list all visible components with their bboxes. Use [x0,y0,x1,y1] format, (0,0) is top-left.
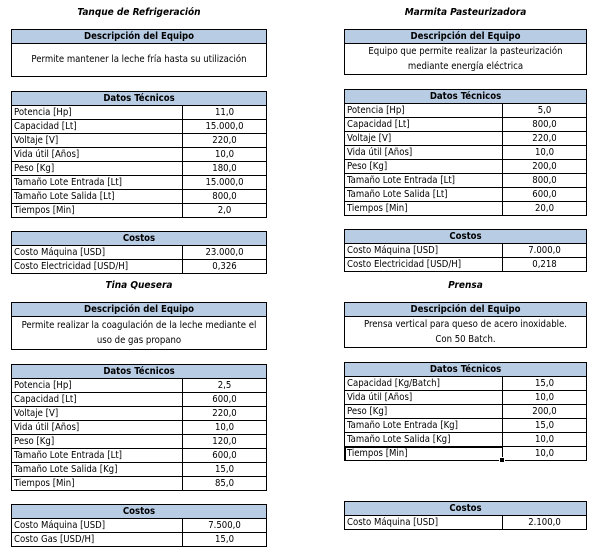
table-row [12,379,267,393]
tech-data-box [344,89,587,216]
table-row [12,162,267,176]
cell-value[interactable]: 85,0 [183,477,267,491]
cell-value[interactable]: 10,0 [183,421,267,435]
fill-handle[interactable] [499,457,505,463]
cell-label[interactable]: Tiempos [Min] [12,477,183,491]
table-row [12,148,267,162]
tech-table [11,378,267,491]
cell-value[interactable]: 180,0 [183,162,267,176]
table-row [345,377,587,391]
cell-value[interactable]: 5,0 [503,104,587,118]
cell-label[interactable]: Tamaño Lote Entrada [Lt] [12,449,183,463]
tech-header[interactable]: Datos Técnicos [12,92,266,106]
description-header[interactable]: Descripción del Equipo [345,303,586,317]
tech-header[interactable]: Datos Técnicos [345,363,586,377]
cell-label[interactable]: Tiempos [Min] [345,202,503,216]
description-text[interactable]: Prensa vertical para queso de acero inoxidable. Con 50 Batch. [363,319,568,345]
cell-value[interactable]: 2,5 [183,379,267,393]
table-row [12,449,267,463]
table-row [345,146,587,160]
table-row [12,463,267,477]
tech-data-box [344,362,587,461]
cell-label[interactable]: Costo Máquina [USD] [12,246,183,260]
cell-label[interactable]: Voltaje [V] [12,407,183,421]
cell-label[interactable]: Vida útil [Años] [345,146,503,160]
table-row [12,477,267,491]
cell-label[interactable]: Costo Gas [USD/H] [12,533,183,547]
cell-label[interactable]: Costo Máquina [USD] [12,519,183,533]
cell-value[interactable]: 7.500,0 [183,519,267,533]
description-text[interactable]: Permite mantener la leche fría hasta su utilización [31,54,247,65]
cell-value[interactable]: 200,0 [503,405,587,419]
cell-label: Tiempos [Min] [347,447,408,459]
costs-box [11,231,267,274]
cell-value[interactable]: 220,0 [183,407,267,421]
cell-label[interactable]: Voltaje [V] [12,134,183,148]
cell-label[interactable]: Tamaño Lote Salida [Lt] [345,188,503,202]
cell-value[interactable]: 10,0 [503,146,587,160]
table-row [345,118,587,132]
costs-header[interactable]: Costos [12,232,266,246]
cell-value[interactable]: 600,0 [183,393,267,407]
cell-label[interactable]: Tiempos [Min] [12,204,183,218]
equipment-title: Marmita Pasteurizadora [404,7,527,18]
costs-header[interactable]: Costos [345,230,586,244]
cell-value[interactable]: 10,0 [503,433,587,447]
cell-label[interactable]: Costo Electricidad [USD/H] [345,258,503,272]
cell-label[interactable]: Vida útil [Años] [12,421,183,435]
panel-prensa [344,279,587,530]
panel-tanque-refrigeracion [11,6,267,274]
table-row [12,190,267,204]
costs-header[interactable]: Costos [345,502,586,516]
costs-table [344,243,587,272]
table-row [12,421,267,435]
description-box [11,29,267,77]
cell-value[interactable]: 0,326 [183,260,267,274]
costs-box [344,229,587,272]
cell-value[interactable]: 7.000,0 [503,244,587,258]
panel-marmita-pasteurizadora [344,6,587,272]
description-box [344,302,587,348]
cell-label[interactable]: Vida útil [Años] [345,391,503,405]
cell-value[interactable]: 15.000,0 [183,176,267,190]
cell-value[interactable]: 10,0 [183,148,267,162]
cell-value[interactable]: 20,0 [503,202,587,216]
costs-box [344,501,587,530]
tech-header[interactable]: Datos Técnicos [345,90,586,104]
cell-value[interactable]: 120,0 [183,435,267,449]
tech-table [344,103,587,216]
table-row [345,174,587,188]
equipment-title: Prensa [448,280,483,291]
costs-table [11,518,267,547]
table-row [345,419,587,433]
costs-table [344,515,587,530]
table-row [345,160,587,174]
table-row [12,393,267,407]
table-row [345,405,587,419]
table-row [345,188,587,202]
cell-value[interactable]: 220,0 [503,132,587,146]
cell-value[interactable]: 0,218 [503,258,587,272]
costs-header[interactable]: Costos [12,505,266,519]
table-row [12,204,267,218]
tech-table [11,105,267,218]
description-header[interactable]: Descripción del Equipo [345,30,586,44]
description-box [344,29,587,75]
cell-label[interactable]: Capacidad [Lt] [12,393,183,407]
costs-table [11,245,267,274]
cell-label[interactable]: Costo Máquina [USD] [345,244,503,258]
table-row [345,258,587,272]
cell-label[interactable]: Vida útil [Años] [12,148,183,162]
tech-data-box [11,364,267,491]
tech-data-box [11,91,267,218]
cell-value[interactable]: 800,0 [503,174,587,188]
cell-label[interactable]: Tamaño Lote Salida [Kg] [12,463,183,477]
tech-header[interactable]: Datos Técnicos [12,365,266,379]
cell-label[interactable]: Tamaño Lote Entrada [Kg] [345,419,503,433]
cell-label[interactable]: Potencia [Hp] [345,104,503,118]
cell-value[interactable]: 800,0 [503,118,587,132]
cell-value[interactable]: 10,0 [503,391,587,405]
cell-label[interactable]: Voltaje [V] [345,132,503,146]
cell-value[interactable]: 15.000,0 [183,120,267,134]
cell-label[interactable]: Costo Electricidad [USD/H] [12,260,183,274]
description-header[interactable]: Descripción del Equipo [12,30,266,44]
panel-tina-quesera [11,279,267,547]
selected-cell[interactable] [345,447,503,461]
table-row [345,132,587,146]
cell-label[interactable]: Capacidad [Kg/Batch] [345,377,503,391]
description-text[interactable]: Permite realizar la coagulación de la leche mediante el uso de gas propano [21,320,257,346]
table-row [12,519,267,533]
table-row [12,120,267,134]
costs-box [11,504,267,547]
table-row [12,260,267,274]
table-row [345,433,587,447]
cell-label[interactable]: Tamaño Lote Salida [Kg] [345,433,503,447]
cell-label[interactable]: Potencia [Hp] [12,379,183,393]
cell-label[interactable]: Tamaño Lote Entrada [Lt] [12,176,183,190]
cell-value[interactable]: 11,0 [183,106,267,120]
cell-value[interactable]: 200,0 [503,160,587,174]
cell-value[interactable]: 800,0 [183,190,267,204]
table-row [345,244,587,258]
table-row [12,176,267,190]
cell-value[interactable]: 23.000,0 [183,246,267,260]
tech-table [344,376,587,461]
table-row [12,134,267,148]
cell-label[interactable]: Tamaño Lote Salida [Lt] [12,190,183,204]
cell-value[interactable]: 15,0 [503,419,587,433]
description-box [11,302,267,350]
table-row [345,104,587,118]
description-text[interactable]: Equipo que permite realizar la pasteurización mediante energía eléctrica [368,46,563,72]
cell-value[interactable]: 2,0 [183,204,267,218]
cell-label[interactable]: Capacidad [Lt] [12,120,183,134]
table-row [12,435,267,449]
cell-value[interactable]: 600,0 [503,188,587,202]
cell-value[interactable]: 15,0 [183,463,267,477]
cell-label[interactable]: Potencia [Hp] [12,106,183,120]
cell-value[interactable]: 15,0 [183,533,267,547]
table-row [345,202,587,216]
cell-label[interactable]: Tamaño Lote Entrada [Lt] [345,174,503,188]
table-row [12,106,267,120]
table-row [12,533,267,547]
cell-value[interactable]: 600,0 [183,449,267,463]
cell-label[interactable]: Peso [Kg] [12,162,183,176]
cell-label[interactable]: Costo Máquina [USD] [345,516,503,530]
equipment-title: Tanque de Refrigeración [77,7,201,18]
cell-value[interactable]: 2.100,0 [503,516,587,530]
cell-value[interactable]: 10,0 [503,447,587,461]
cell-label[interactable]: Capacidad [Lt] [345,118,503,132]
table-row [345,516,587,530]
table-row [345,391,587,405]
cell-label[interactable]: Peso [Kg] [345,160,503,174]
cell-value[interactable]: 15,0 [503,377,587,391]
cell-label[interactable]: Peso [Kg] [12,435,183,449]
cell-label[interactable]: Peso [Kg] [345,405,503,419]
description-header[interactable]: Descripción del Equipo [12,303,266,317]
equipment-title: Tina Quesera [105,280,173,291]
table-row [12,246,267,260]
cell-value[interactable]: 220,0 [183,134,267,148]
table-row [12,407,267,421]
table-row [345,447,587,461]
